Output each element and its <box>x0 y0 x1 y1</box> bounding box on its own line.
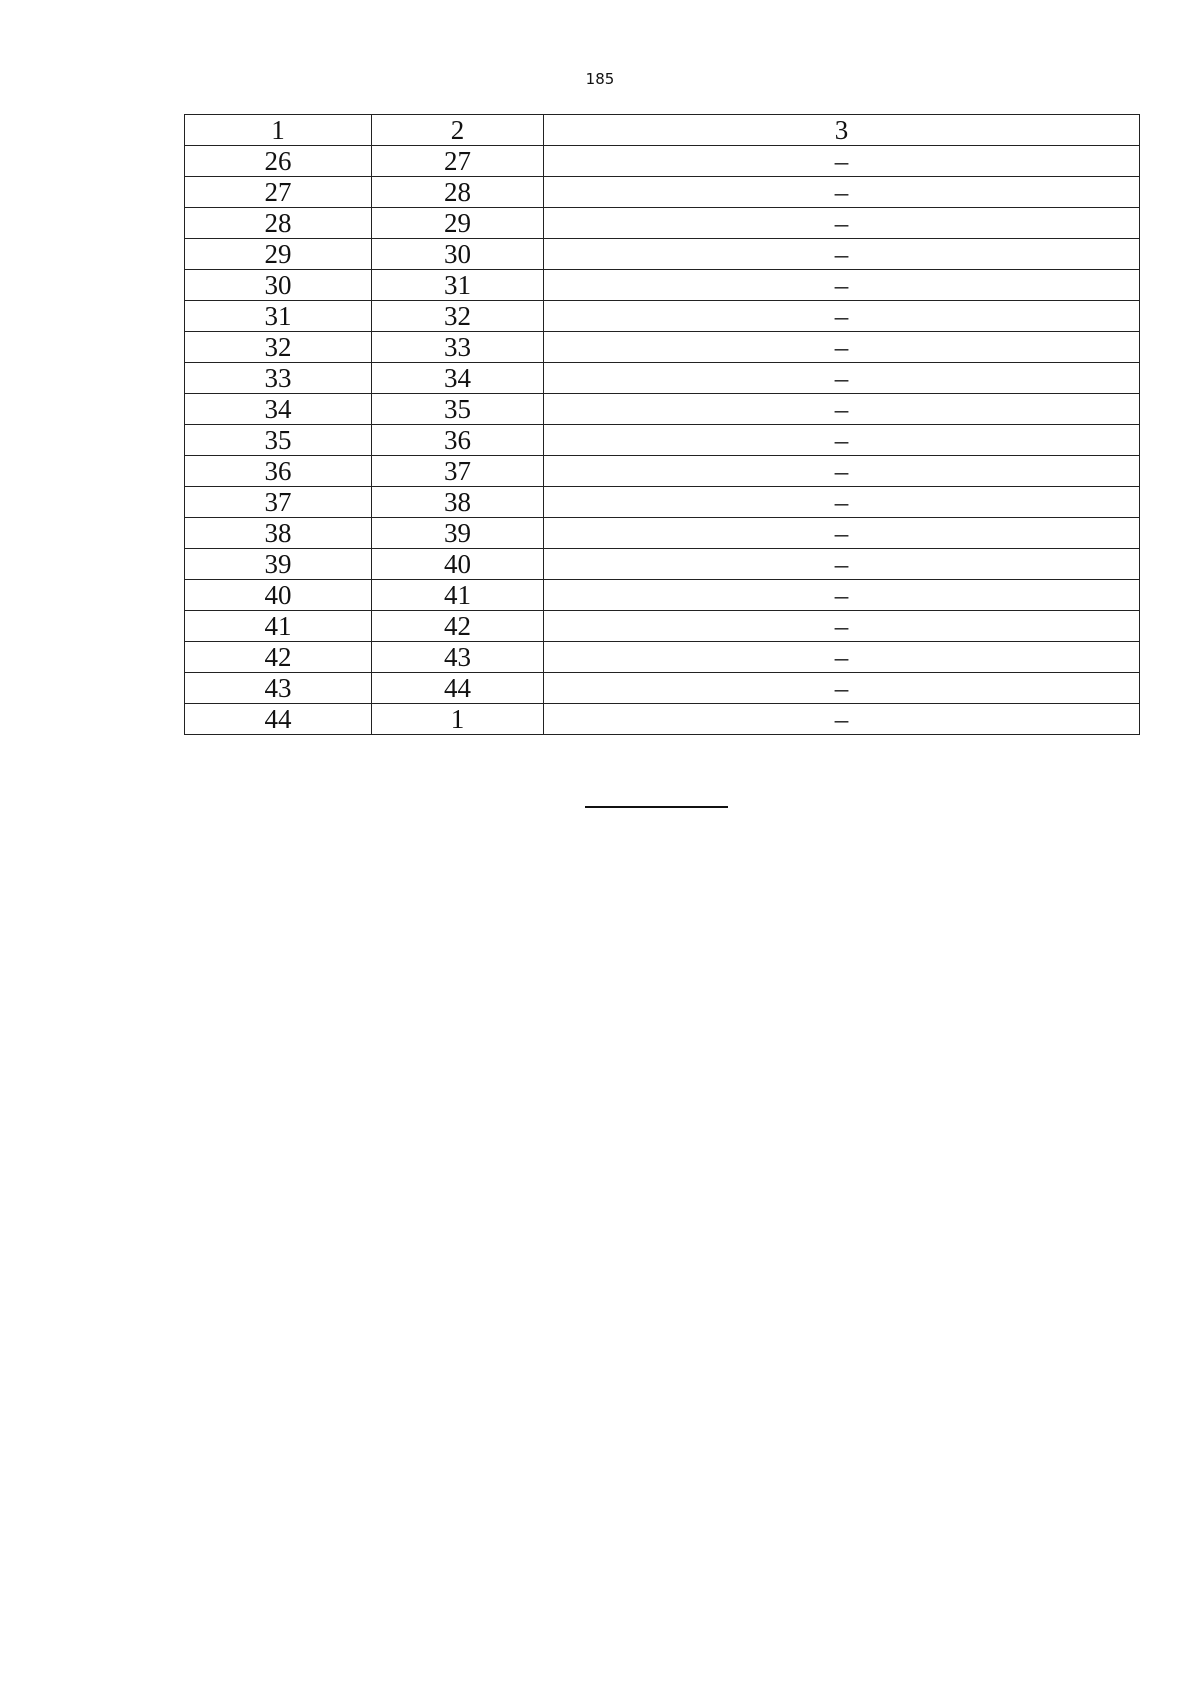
table-cell: 33 <box>185 363 372 394</box>
table-cell: – <box>544 425 1140 456</box>
table-cell: 38 <box>185 518 372 549</box>
table-cell: 1 <box>372 704 544 735</box>
table-cell: 32 <box>185 332 372 363</box>
table-cell: – <box>544 394 1140 425</box>
data-table <box>184 114 1140 735</box>
table-cell: 34 <box>185 394 372 425</box>
table-cell: 27 <box>185 177 372 208</box>
table-row <box>185 518 1140 549</box>
table-cell: 39 <box>185 549 372 580</box>
table-cell: – <box>544 580 1140 611</box>
table-cell: 38 <box>372 487 544 518</box>
table-body <box>185 115 1140 735</box>
table-row <box>185 456 1140 487</box>
table-cell: 27 <box>372 146 544 177</box>
table-cell: 42 <box>372 611 544 642</box>
table-row <box>185 363 1140 394</box>
table-row <box>185 642 1140 673</box>
table-cell: 32 <box>372 301 544 332</box>
table-cell: 41 <box>185 611 372 642</box>
table-cell: 33 <box>372 332 544 363</box>
table-cell: 43 <box>372 642 544 673</box>
table-cell: 44 <box>185 704 372 735</box>
table-row <box>185 332 1140 363</box>
table-row <box>185 704 1140 735</box>
table-cell: 29 <box>372 208 544 239</box>
table-cell: – <box>544 518 1140 549</box>
table-cell: – <box>544 363 1140 394</box>
table-cell: 40 <box>185 580 372 611</box>
table-cell: 35 <box>372 394 544 425</box>
table-row <box>185 239 1140 270</box>
table-cell: – <box>544 549 1140 580</box>
table-cell: 30 <box>185 270 372 301</box>
table-cell: – <box>544 673 1140 704</box>
end-divider <box>585 806 728 808</box>
table-cell: 39 <box>372 518 544 549</box>
column-header: 2 <box>372 115 544 146</box>
table-cell: 44 <box>372 673 544 704</box>
table-cell: 43 <box>185 673 372 704</box>
table-row <box>185 487 1140 518</box>
table-row <box>185 580 1140 611</box>
table-cell: 29 <box>185 239 372 270</box>
table-cell: – <box>544 239 1140 270</box>
table-cell: 30 <box>372 239 544 270</box>
table-cell: 37 <box>372 456 544 487</box>
column-header: 1 <box>185 115 372 146</box>
table-cell: – <box>544 332 1140 363</box>
table-cell: – <box>544 301 1140 332</box>
table-cell: – <box>544 456 1140 487</box>
table-row <box>185 177 1140 208</box>
table-cell: – <box>544 177 1140 208</box>
table-row <box>185 146 1140 177</box>
table-row <box>185 394 1140 425</box>
table-cell: 42 <box>185 642 372 673</box>
table-cell: 40 <box>372 549 544 580</box>
table-cell: 28 <box>185 208 372 239</box>
table-row <box>185 270 1140 301</box>
table-cell: 28 <box>372 177 544 208</box>
table-cell: – <box>544 146 1140 177</box>
table-cell: – <box>544 487 1140 518</box>
table-cell: – <box>544 642 1140 673</box>
table-row <box>185 301 1140 332</box>
table-cell: 41 <box>372 580 544 611</box>
table-cell: 36 <box>372 425 544 456</box>
table-row <box>185 549 1140 580</box>
table-row <box>185 611 1140 642</box>
table-cell: 26 <box>185 146 372 177</box>
table-cell: 36 <box>185 456 372 487</box>
page-number: 185 <box>585 70 615 88</box>
table-cell: 35 <box>185 425 372 456</box>
table-row <box>185 208 1140 239</box>
column-header: 3 <box>544 115 1140 146</box>
table-cell: 31 <box>372 270 544 301</box>
table-cell: – <box>544 611 1140 642</box>
table-row <box>185 673 1140 704</box>
table-cell: – <box>544 704 1140 735</box>
table-cell: 31 <box>185 301 372 332</box>
table-row <box>185 425 1140 456</box>
table-cell: 34 <box>372 363 544 394</box>
table-header-row <box>185 115 1140 146</box>
table-cell: – <box>544 208 1140 239</box>
table-cell: 37 <box>185 487 372 518</box>
table-cell: – <box>544 270 1140 301</box>
